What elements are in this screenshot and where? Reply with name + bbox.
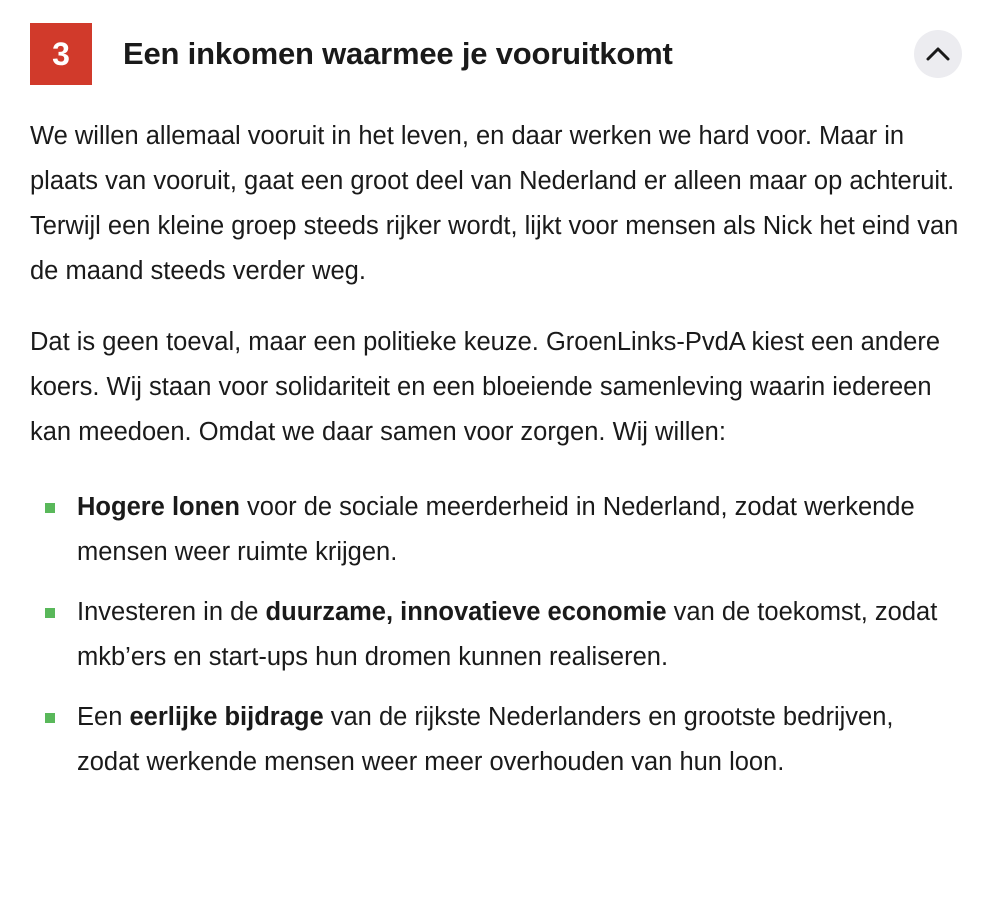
square-bullet-icon [45, 608, 55, 618]
list-item-suffix: van de rijkste Nederlanders en grootste bedrijven, zodat werkende mensen weer meer overhouden van hun loon. [77, 703, 894, 776]
chevron-up-icon [925, 46, 951, 62]
list-item-suffix: voor de sociale meerderheid in Nederland, zodat werkende mensen weer ruimte krijgen. [77, 493, 915, 566]
list-item-emphasis: eerlijke bijdrage [129, 703, 324, 731]
list-item [30, 590, 962, 680]
list-item-emphasis: Hogere lonen [77, 493, 240, 521]
section-title: Een inkomen waarmee je vooruitkomt [123, 36, 673, 71]
goals-list [30, 485, 962, 785]
collapse-toggle-button[interactable] [914, 30, 962, 78]
section-content [30, 114, 962, 785]
list-item-prefix: Investeren in de [77, 598, 266, 626]
list-item-emphasis: duurzame, innovatieve economie [265, 598, 667, 626]
square-bullet-icon [45, 503, 55, 513]
list-item-prefix: Een [77, 703, 130, 731]
accordion-header[interactable] [30, 22, 962, 86]
list-item-suffix: van de toekomst, zodat mkb’ers en start-ups hun dromen kunnen realiseren. [77, 598, 938, 671]
section-number-badge: 3 [30, 23, 92, 85]
intro-paragraph: We willen allemaal vooruit in het leven, en daar werken we hard voor. Maar in plaats van vooruit, gaat een groot deel van Nederland er alleen maar op achteruit. Terwijl een kleine groep steeds rijker wordt, lijkt voor mensen als Nick het eind van de maand steeds verder weg. [30, 122, 959, 285]
list-item [30, 695, 962, 785]
list-item [30, 485, 962, 575]
choice-paragraph: Dat is geen toeval, maar een politieke keuze. GroenLinks-PvdA kiest een andere koers. Wij staan voor solidariteit en een bloeiende samenleving waarin iedereen kan meedoen. Omdat we daar samen voor zorgen. Wij willen: [30, 328, 941, 446]
square-bullet-icon [45, 713, 55, 723]
